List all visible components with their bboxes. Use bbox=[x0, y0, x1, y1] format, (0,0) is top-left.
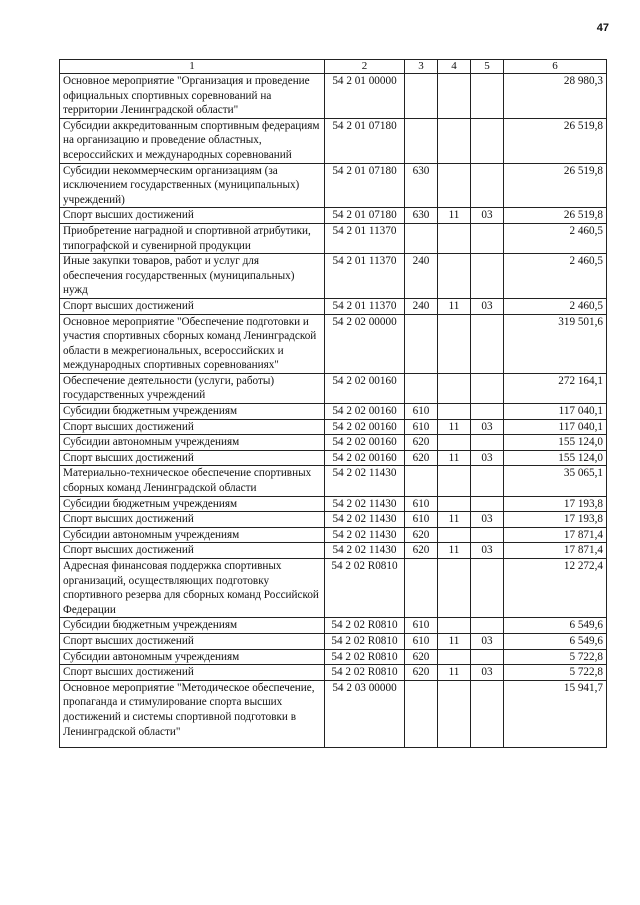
table-header-row bbox=[60, 60, 607, 74]
row-name-cell: Иные закупки товаров, работ и услуг для обеспечения государственных (муниципальных) нужд bbox=[60, 254, 325, 299]
row-code-cell: 54 2 02 R0810 bbox=[325, 618, 405, 634]
row-name-cell: Спорт высших достижений bbox=[60, 633, 325, 649]
row-col4-cell bbox=[438, 680, 471, 747]
row-code-cell: 54 2 02 11430 bbox=[325, 512, 405, 528]
row-sum-cell: 17 871,4 bbox=[504, 527, 607, 543]
row-col4-cell bbox=[438, 618, 471, 634]
table-row bbox=[60, 680, 607, 747]
row-name-cell: Основное мероприятие "Обеспечение подготовки и участия спортивных сборных команд Ленинградской области в межрегиональных, всероссийских и международных спортивных соревнованиях" bbox=[60, 314, 325, 373]
column-header-1: 1 bbox=[60, 60, 325, 74]
row-col3-cell bbox=[405, 118, 438, 163]
row-col3-cell: 620 bbox=[405, 450, 438, 466]
row-col4-cell: 11 bbox=[438, 208, 471, 224]
row-col5-cell: 03 bbox=[471, 665, 504, 681]
row-col5-cell: 03 bbox=[471, 450, 504, 466]
row-col3-cell: 620 bbox=[405, 435, 438, 451]
row-sum-cell: 2 460,5 bbox=[504, 298, 607, 314]
row-col4-cell bbox=[438, 314, 471, 373]
row-col5-cell bbox=[471, 118, 504, 163]
row-col3-cell: 630 bbox=[405, 208, 438, 224]
row-col4-cell bbox=[438, 118, 471, 163]
row-col5-cell bbox=[471, 559, 504, 618]
row-sum-cell: 12 272,4 bbox=[504, 559, 607, 618]
row-code-cell: 54 2 01 07180 bbox=[325, 163, 405, 208]
table-row bbox=[60, 633, 607, 649]
row-name-cell: Субсидии автономным учреждениям bbox=[60, 649, 325, 665]
row-code-cell: 54 2 02 00160 bbox=[325, 419, 405, 435]
row-col4-cell bbox=[438, 254, 471, 299]
row-code-cell: 54 2 02 R0810 bbox=[325, 649, 405, 665]
row-col3-cell bbox=[405, 466, 438, 496]
table-row bbox=[60, 466, 607, 496]
row-code-cell: 54 2 01 00000 bbox=[325, 74, 405, 119]
column-header-3: 3 bbox=[405, 60, 438, 74]
column-header-6: 6 bbox=[504, 60, 607, 74]
row-col4-cell bbox=[438, 496, 471, 512]
table-row bbox=[60, 223, 607, 253]
table-row bbox=[60, 649, 607, 665]
row-col5-cell bbox=[471, 680, 504, 747]
row-name-cell: Субсидии автономным учреждениям bbox=[60, 527, 325, 543]
row-col4-cell bbox=[438, 435, 471, 451]
table-row bbox=[60, 665, 607, 681]
row-sum-cell: 155 124,0 bbox=[504, 450, 607, 466]
row-col4-cell: 11 bbox=[438, 665, 471, 681]
row-code-cell: 54 2 03 00000 bbox=[325, 680, 405, 747]
table-row bbox=[60, 314, 607, 373]
row-name-cell: Спорт высших достижений bbox=[60, 298, 325, 314]
table-row bbox=[60, 450, 607, 466]
row-col5-cell bbox=[471, 527, 504, 543]
row-sum-cell: 6 549,6 bbox=[504, 618, 607, 634]
row-col5-cell: 03 bbox=[471, 419, 504, 435]
row-col3-cell bbox=[405, 74, 438, 119]
row-col3-cell: 610 bbox=[405, 419, 438, 435]
row-code-cell: 54 2 02 00160 bbox=[325, 373, 405, 403]
row-col3-cell bbox=[405, 314, 438, 373]
row-name-cell: Субсидии аккредитованным спортивным федерациям на организацию и проведение областных, всероссийских и международных соревнований bbox=[60, 118, 325, 163]
row-name-cell: Спорт высших достижений bbox=[60, 450, 325, 466]
row-col3-cell: 610 bbox=[405, 633, 438, 649]
row-col5-cell: 03 bbox=[471, 543, 504, 559]
row-col4-cell: 11 bbox=[438, 512, 471, 528]
row-col4-cell bbox=[438, 163, 471, 208]
row-sum-cell: 117 040,1 bbox=[504, 419, 607, 435]
row-col5-cell bbox=[471, 496, 504, 512]
table-row bbox=[60, 298, 607, 314]
row-code-cell: 54 2 01 11370 bbox=[325, 254, 405, 299]
row-code-cell: 54 2 02 R0810 bbox=[325, 633, 405, 649]
row-col4-cell bbox=[438, 404, 471, 420]
row-name-cell: Спорт высших достижений bbox=[60, 543, 325, 559]
row-col4-cell: 11 bbox=[438, 450, 471, 466]
row-code-cell: 54 2 02 00160 bbox=[325, 450, 405, 466]
row-col4-cell: 11 bbox=[438, 298, 471, 314]
budget-table bbox=[59, 59, 607, 748]
row-sum-cell: 28 980,3 bbox=[504, 74, 607, 119]
row-col3-cell: 610 bbox=[405, 618, 438, 634]
row-sum-cell: 155 124,0 bbox=[504, 435, 607, 451]
row-col5-cell: 03 bbox=[471, 633, 504, 649]
row-sum-cell: 26 519,8 bbox=[504, 163, 607, 208]
table-row bbox=[60, 74, 607, 119]
row-col3-cell: 620 bbox=[405, 649, 438, 665]
row-col4-cell bbox=[438, 559, 471, 618]
row-name-cell: Адресная финансовая поддержка спортивных организаций, осуществляющих подготовку спортивного резерва для сборных команд Российской Федерации bbox=[60, 559, 325, 618]
row-name-cell: Спорт высших достижений bbox=[60, 419, 325, 435]
row-col5-cell bbox=[471, 74, 504, 119]
table-row bbox=[60, 543, 607, 559]
row-code-cell: 54 2 02 00000 bbox=[325, 314, 405, 373]
row-sum-cell: 17 871,4 bbox=[504, 543, 607, 559]
row-col5-cell bbox=[471, 373, 504, 403]
table-row bbox=[60, 118, 607, 163]
row-sum-cell: 35 065,1 bbox=[504, 466, 607, 496]
row-code-cell: 54 2 01 11370 bbox=[325, 298, 405, 314]
row-col3-cell: 610 bbox=[405, 512, 438, 528]
row-col5-cell: 03 bbox=[471, 512, 504, 528]
row-col5-cell bbox=[471, 223, 504, 253]
row-col4-cell bbox=[438, 527, 471, 543]
row-sum-cell: 15 941,7 bbox=[504, 680, 607, 747]
table-row bbox=[60, 618, 607, 634]
column-header-2: 2 bbox=[325, 60, 405, 74]
row-sum-cell: 319 501,6 bbox=[504, 314, 607, 373]
row-code-cell: 54 2 01 11370 bbox=[325, 223, 405, 253]
row-col3-cell bbox=[405, 223, 438, 253]
row-col3-cell: 620 bbox=[405, 543, 438, 559]
table-body bbox=[60, 74, 607, 748]
row-col4-cell bbox=[438, 649, 471, 665]
page-number: 47 bbox=[596, 22, 609, 34]
row-col5-cell bbox=[471, 618, 504, 634]
row-code-cell: 54 2 02 11430 bbox=[325, 496, 405, 512]
row-name-cell: Обеспечение деятельности (услуги, работы) государственных учреждений bbox=[60, 373, 325, 403]
row-sum-cell: 117 040,1 bbox=[504, 404, 607, 420]
row-code-cell: 54 2 02 11430 bbox=[325, 527, 405, 543]
row-col5-cell bbox=[471, 254, 504, 299]
row-col5-cell bbox=[471, 435, 504, 451]
row-code-cell: 54 2 02 11430 bbox=[325, 543, 405, 559]
row-col3-cell: 620 bbox=[405, 665, 438, 681]
row-name-cell: Основное мероприятие "Организация и проведение официальных спортивных соревнований на территории Ленинградской области" bbox=[60, 74, 325, 119]
row-col5-cell bbox=[471, 404, 504, 420]
row-col5-cell: 03 bbox=[471, 208, 504, 224]
row-col3-cell: 240 bbox=[405, 298, 438, 314]
table-row bbox=[60, 559, 607, 618]
row-col4-cell: 11 bbox=[438, 543, 471, 559]
row-col4-cell bbox=[438, 373, 471, 403]
row-col5-cell: 03 bbox=[471, 298, 504, 314]
row-col3-cell bbox=[405, 680, 438, 747]
row-code-cell: 54 2 02 11430 bbox=[325, 466, 405, 496]
row-sum-cell: 17 193,8 bbox=[504, 512, 607, 528]
row-col5-cell bbox=[471, 163, 504, 208]
table-row bbox=[60, 404, 607, 420]
row-code-cell: 54 2 01 07180 bbox=[325, 118, 405, 163]
row-code-cell: 54 2 02 00160 bbox=[325, 404, 405, 420]
table-row bbox=[60, 208, 607, 224]
row-col3-cell: 240 bbox=[405, 254, 438, 299]
row-name-cell: Материально-техническое обеспечение спортивных сборных команд Ленинградской области bbox=[60, 466, 325, 496]
row-col5-cell bbox=[471, 649, 504, 665]
row-col3-cell: 630 bbox=[405, 163, 438, 208]
row-code-cell: 54 2 01 07180 bbox=[325, 208, 405, 224]
row-name-cell: Субсидии автономным учреждениям bbox=[60, 435, 325, 451]
row-sum-cell: 5 722,8 bbox=[504, 649, 607, 665]
row-col3-cell: 610 bbox=[405, 496, 438, 512]
row-name-cell: Субсидии некоммерческим организациям (за исключением государственных (муниципальных) учреждений) bbox=[60, 163, 325, 208]
row-col4-cell bbox=[438, 466, 471, 496]
table-row bbox=[60, 254, 607, 299]
row-name-cell: Основное мероприятие "Методическое обеспечение, пропаганда и стимулирование спорта высших достижений и системы спортивной подготовки в Ленинградской области" bbox=[60, 680, 325, 747]
row-col4-cell bbox=[438, 74, 471, 119]
row-name-cell: Субсидии бюджетным учреждениям bbox=[60, 496, 325, 512]
row-sum-cell: 2 460,5 bbox=[504, 223, 607, 253]
row-col4-cell: 11 bbox=[438, 633, 471, 649]
table-row bbox=[60, 512, 607, 528]
row-sum-cell: 272 164,1 bbox=[504, 373, 607, 403]
row-sum-cell: 17 193,8 bbox=[504, 496, 607, 512]
row-col4-cell bbox=[438, 223, 471, 253]
row-name-cell: Субсидии бюджетным учреждениям bbox=[60, 404, 325, 420]
table-row bbox=[60, 527, 607, 543]
row-col5-cell bbox=[471, 314, 504, 373]
table-row bbox=[60, 163, 607, 208]
table-row bbox=[60, 496, 607, 512]
row-col3-cell: 610 bbox=[405, 404, 438, 420]
table-row bbox=[60, 435, 607, 451]
table-row bbox=[60, 373, 607, 403]
row-sum-cell: 26 519,8 bbox=[504, 118, 607, 163]
column-header-5: 5 bbox=[471, 60, 504, 74]
column-header-4: 4 bbox=[438, 60, 471, 74]
table-row bbox=[60, 419, 607, 435]
row-name-cell: Спорт высших достижений bbox=[60, 208, 325, 224]
row-name-cell: Субсидии бюджетным учреждениям bbox=[60, 618, 325, 634]
row-sum-cell: 6 549,6 bbox=[504, 633, 607, 649]
row-code-cell: 54 2 02 R0810 bbox=[325, 665, 405, 681]
row-sum-cell: 2 460,5 bbox=[504, 254, 607, 299]
row-name-cell: Спорт высших достижений bbox=[60, 665, 325, 681]
row-col5-cell bbox=[471, 466, 504, 496]
row-col3-cell bbox=[405, 559, 438, 618]
row-name-cell: Приобретение наградной и спортивной атрибутики, типографской и сувенирной продукции bbox=[60, 223, 325, 253]
row-sum-cell: 5 722,8 bbox=[504, 665, 607, 681]
row-name-cell: Спорт высших достижений bbox=[60, 512, 325, 528]
row-sum-cell: 26 519,8 bbox=[504, 208, 607, 224]
row-code-cell: 54 2 02 00160 bbox=[325, 435, 405, 451]
row-code-cell: 54 2 02 R0810 bbox=[325, 559, 405, 618]
row-col3-cell bbox=[405, 373, 438, 403]
row-col4-cell: 11 bbox=[438, 419, 471, 435]
row-col3-cell: 620 bbox=[405, 527, 438, 543]
